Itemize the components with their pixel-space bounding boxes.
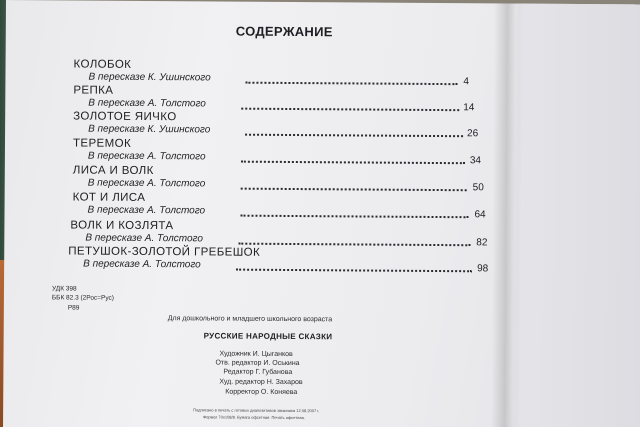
toc-entry-author: В пересказе А. Толстого (87, 204, 206, 217)
toc-entry-page: 64 (474, 209, 486, 221)
bbk-code: ББК 82.3 (2Рос=Рус) (51, 294, 114, 302)
toc-leader-dots (236, 269, 472, 273)
toc-entry-title: РЕПКА (73, 84, 114, 97)
toc-entry-title: ЛИСА И ВОЛК (72, 164, 154, 178)
toc-entry-page: 4 (463, 76, 470, 88)
toc-leader-dots (240, 215, 468, 219)
toc-leader-dots (245, 82, 457, 85)
toc-entry-page: 14 (463, 102, 475, 114)
toc-entry-title: ВОЛК И КОЗЛЯТА (70, 219, 174, 233)
credit-line: Редактор Г. Губанова (223, 368, 293, 377)
toc-entry-page: 82 (476, 237, 488, 249)
toc-leader-dots (241, 108, 459, 112)
facing-page (515, 4, 640, 427)
toc-entry-author: В пересказе А. Толстого (87, 150, 206, 163)
toc-entry-author: В пересказе А. Толстого (83, 258, 201, 271)
toc-heading: СОДЕРЖАНИЕ (235, 23, 333, 40)
udk-code: УДК 398 (51, 285, 77, 293)
toc-entry-author: В пересказе А. Толстого (88, 97, 206, 110)
book-page (3, 0, 640, 427)
series-title: РУССКИЕ НАРОДНЫЕ СКАЗКИ (203, 331, 333, 342)
toc-entry-page: 26 (467, 128, 479, 140)
toc-entry-title: ТЕРЕМОК (72, 137, 132, 150)
toc-entry-author: В пересказе К. Ушинского (88, 123, 211, 136)
print-details: Подписано в печать с готовых диапозитивов заказчика 12.08.2007 г. (193, 407, 320, 414)
toc-entry-title: ЗОЛОТОЕ ЯИЧКО (73, 110, 177, 124)
print-details: Формат 70х108/8. Бумага офсетная. Печать офсетная. (203, 414, 305, 421)
book-gutter (491, 3, 524, 427)
credit-line: Художник И. Цыганков (219, 350, 293, 359)
toc-leader-dots (241, 188, 467, 192)
toc-leader-dots (241, 161, 465, 165)
toc-entry-title: ПЕТУШОК-ЗОЛОТОЙ ГРЕБЕШОК (68, 245, 261, 259)
toc-entry-author: В пересказе К. Ушинского (88, 71, 211, 84)
toc-entry-author: В пересказе А. Толстого (85, 232, 203, 245)
credit-line: Худ. редактор Н. Захаров (219, 378, 303, 387)
toc-entry-author: В пересказе А. Толстого (87, 177, 206, 190)
toc-entry-page: 34 (469, 155, 482, 167)
author-mark: Р89 (67, 304, 80, 312)
credit-line: Отв. редактор И. Оськина (215, 359, 300, 368)
toc-leader-dots (245, 134, 463, 138)
toc-entry-page: 98 (477, 263, 489, 275)
toc-entry-page: 50 (472, 182, 484, 194)
toc-leader-dots (238, 243, 470, 247)
toc-entry-title: КОЛОБОК (73, 58, 132, 71)
credit-line: Корректор О. Коняева (225, 388, 298, 397)
toc-entry-title: КОТ И ЛИСА (72, 191, 146, 204)
age-audience: Для дошкольного и младшего школьного возраста (167, 315, 333, 324)
